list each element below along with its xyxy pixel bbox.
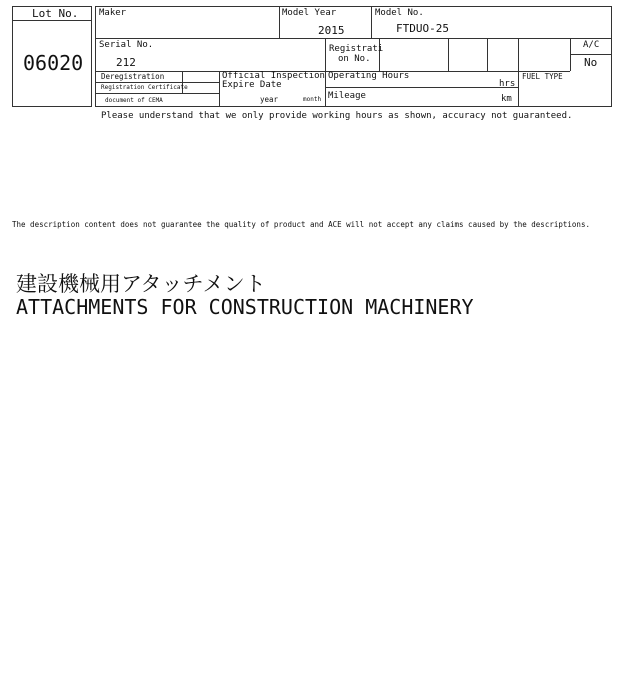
- inspection-label-2: Expire Date: [222, 80, 282, 90]
- ac-label: A/C: [583, 40, 600, 50]
- col-divider-reg4: [487, 38, 488, 71]
- deregistration-label: Deregistration: [101, 72, 165, 81]
- inspection-month-label: month: [303, 96, 322, 103]
- col-divider-ac: [570, 38, 571, 71]
- operating-hours-label: Operating Hours: [328, 71, 410, 81]
- fuel-type-label: FUEL TYPE: [522, 72, 563, 81]
- model-no-value: FTDUO-25: [396, 22, 449, 35]
- mileage-label: Mileage: [328, 91, 366, 101]
- lot-label: Lot No.: [32, 7, 79, 20]
- col-divider-reg: [325, 38, 326, 107]
- model-no-label: Model No.: [375, 8, 424, 18]
- lot-label-divider: [12, 20, 92, 21]
- description-disclaimer: The description content does not guarantee the quality of product and ACE will not accept any claims caused by the descriptions.: [12, 220, 590, 229]
- inspection-label-1: Official Inspection: [222, 71, 325, 81]
- col-divider-insp: [219, 71, 220, 107]
- maker-label: Maker: [99, 8, 127, 18]
- col-divider-year: [371, 6, 372, 38]
- row-divider-2b: [570, 54, 612, 55]
- hours-unit: hrs: [499, 79, 516, 89]
- row-divider-4: [95, 93, 219, 94]
- col-divider-fuel: [518, 38, 519, 107]
- serial-label: Serial No.: [99, 40, 154, 50]
- cema-document-label: document of CEMA: [105, 97, 163, 104]
- ac-value: No: [584, 56, 598, 69]
- col-divider-maker: [279, 6, 280, 38]
- serial-value: 212: [116, 56, 136, 69]
- row-divider-3: [95, 82, 219, 83]
- heading-japanese: 建設機械用アタッチメント: [16, 272, 266, 296]
- inspection-year-label: year: [260, 95, 279, 104]
- row-divider-1: [95, 38, 612, 39]
- model-year-label: Model Year: [282, 8, 337, 18]
- mileage-unit: km: [501, 94, 512, 104]
- heading-english: ATTACHMENTS FOR CONSTRUCTION MACHINERY: [16, 295, 474, 319]
- row-divider-5: [325, 87, 518, 88]
- registration-label-2: on No.: [338, 54, 371, 64]
- col-divider-reg2: [379, 38, 380, 71]
- model-year-value: 2015: [318, 24, 345, 37]
- registration-label-1: Registrati: [329, 44, 384, 54]
- col-divider-reg3: [448, 38, 449, 71]
- registration-certificate-label: Registration Certificate: [101, 84, 188, 91]
- lot-number: 06020: [23, 51, 84, 75]
- hours-accuracy-note: Please understand that we only provide working hours as shown, accuracy not guaranteed.: [101, 111, 573, 121]
